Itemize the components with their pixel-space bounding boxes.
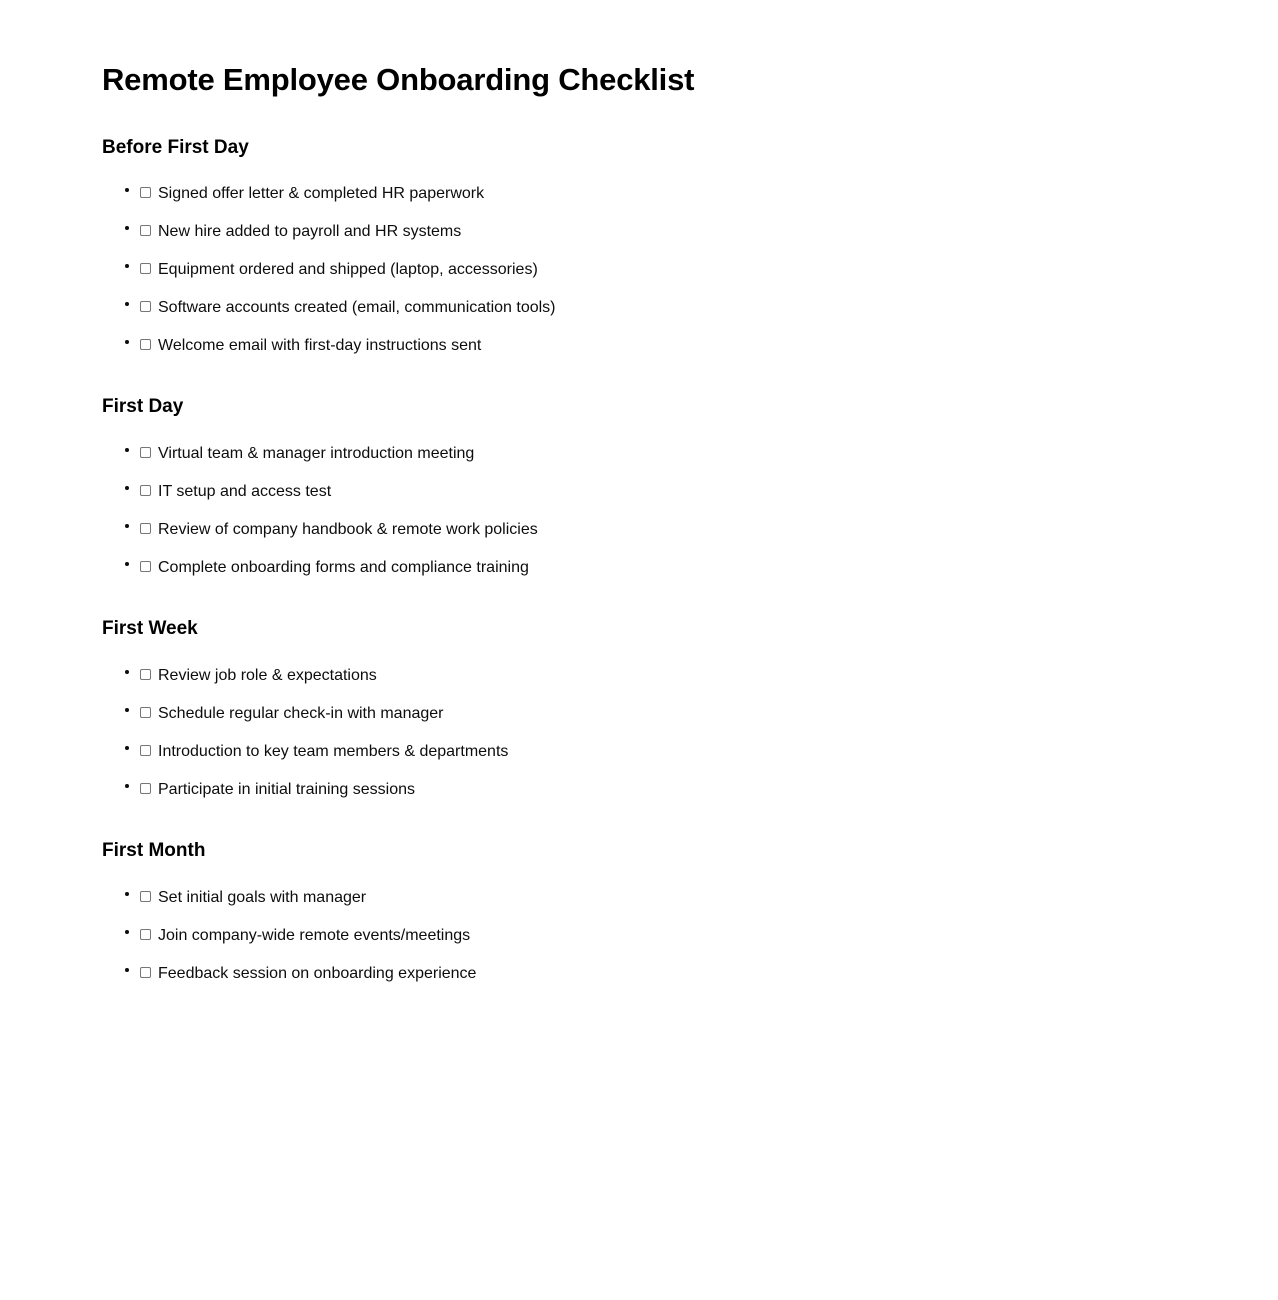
checklist-item bbox=[140, 471, 1238, 509]
checkbox-icon[interactable] bbox=[140, 745, 151, 756]
checklist-section bbox=[102, 137, 1238, 364]
checklist-item bbox=[140, 547, 1238, 585]
checklist-sections bbox=[102, 137, 1238, 991]
checklist-item-label: Participate in initial training sessions bbox=[158, 780, 416, 798]
checklist-item-label: Review job role & expectations bbox=[158, 666, 377, 684]
checklist-item-label: Complete onboarding forms and compliance training bbox=[158, 559, 529, 577]
checklist-item bbox=[140, 433, 1238, 471]
checklist-item-label: New hire added to payroll and HR systems bbox=[158, 223, 462, 241]
checkbox-icon[interactable] bbox=[140, 783, 151, 794]
checkbox-icon[interactable] bbox=[140, 523, 151, 534]
checklist-item bbox=[140, 249, 1238, 287]
checklist bbox=[102, 433, 1238, 585]
checkbox-icon[interactable] bbox=[140, 187, 151, 198]
section-heading: First Day bbox=[102, 396, 184, 418]
checklist-item bbox=[140, 769, 1238, 807]
checklist bbox=[102, 877, 1238, 991]
checklist-item bbox=[140, 693, 1238, 731]
checklist-item bbox=[140, 877, 1238, 915]
checkbox-icon[interactable] bbox=[140, 339, 151, 350]
checklist-item-label: Equipment ordered and shipped (laptop, accessories) bbox=[158, 261, 538, 279]
checkbox-icon[interactable] bbox=[140, 263, 151, 274]
checklist-section bbox=[102, 396, 1238, 585]
checklist-item bbox=[140, 173, 1238, 211]
checklist-section bbox=[102, 840, 1238, 991]
checkbox-icon[interactable] bbox=[140, 707, 151, 718]
checkbox-icon[interactable] bbox=[140, 891, 151, 902]
section-heading: Before First Day bbox=[102, 136, 249, 158]
checklist-item bbox=[140, 953, 1238, 991]
checklist bbox=[102, 655, 1238, 807]
checklist bbox=[102, 173, 1238, 363]
checklist-item bbox=[140, 655, 1238, 693]
checklist-item-label: Introduction to key team members & departments bbox=[158, 742, 509, 760]
checklist-item-label: Schedule regular check-in with manager bbox=[158, 704, 444, 722]
checklist-item-label: Review of company handbook & remote work policies bbox=[158, 521, 538, 539]
checklist-item bbox=[140, 211, 1238, 249]
checklist-item-label: Join company-wide remote events/meetings bbox=[158, 926, 471, 944]
checkbox-icon[interactable] bbox=[140, 561, 151, 572]
checkbox-icon[interactable] bbox=[140, 929, 151, 940]
checklist-item bbox=[140, 915, 1238, 953]
checklist-item-label: IT setup and access test bbox=[158, 483, 332, 501]
checklist-item-label: Set initial goals with manager bbox=[158, 888, 367, 906]
checklist-item-label: Feedback session on onboarding experience bbox=[158, 964, 477, 982]
section-heading: First Week bbox=[102, 618, 198, 640]
section-heading: First Month bbox=[102, 839, 206, 861]
checklist-item-label: Welcome email with first-day instructions sent bbox=[158, 337, 482, 355]
checkbox-icon[interactable] bbox=[140, 447, 151, 458]
checklist-item-label: Signed offer letter & completed HR paperwork bbox=[158, 185, 485, 203]
checkbox-icon[interactable] bbox=[140, 225, 151, 236]
checklist-item bbox=[140, 287, 1238, 325]
checkbox-icon[interactable] bbox=[140, 669, 151, 680]
checklist-item bbox=[140, 325, 1238, 363]
checkbox-icon[interactable] bbox=[140, 301, 151, 312]
checklist-item-label: Software accounts created (email, communication tools) bbox=[158, 299, 556, 317]
checklist-item bbox=[140, 731, 1238, 769]
checklist-item bbox=[140, 509, 1238, 547]
checklist-section bbox=[102, 618, 1238, 807]
checklist-item-label: Virtual team & manager introduction meeting bbox=[158, 445, 475, 463]
page-title: Remote Employee Onboarding Checklist bbox=[102, 62, 695, 97]
checkbox-icon[interactable] bbox=[140, 485, 151, 496]
checkbox-icon[interactable] bbox=[140, 967, 151, 978]
